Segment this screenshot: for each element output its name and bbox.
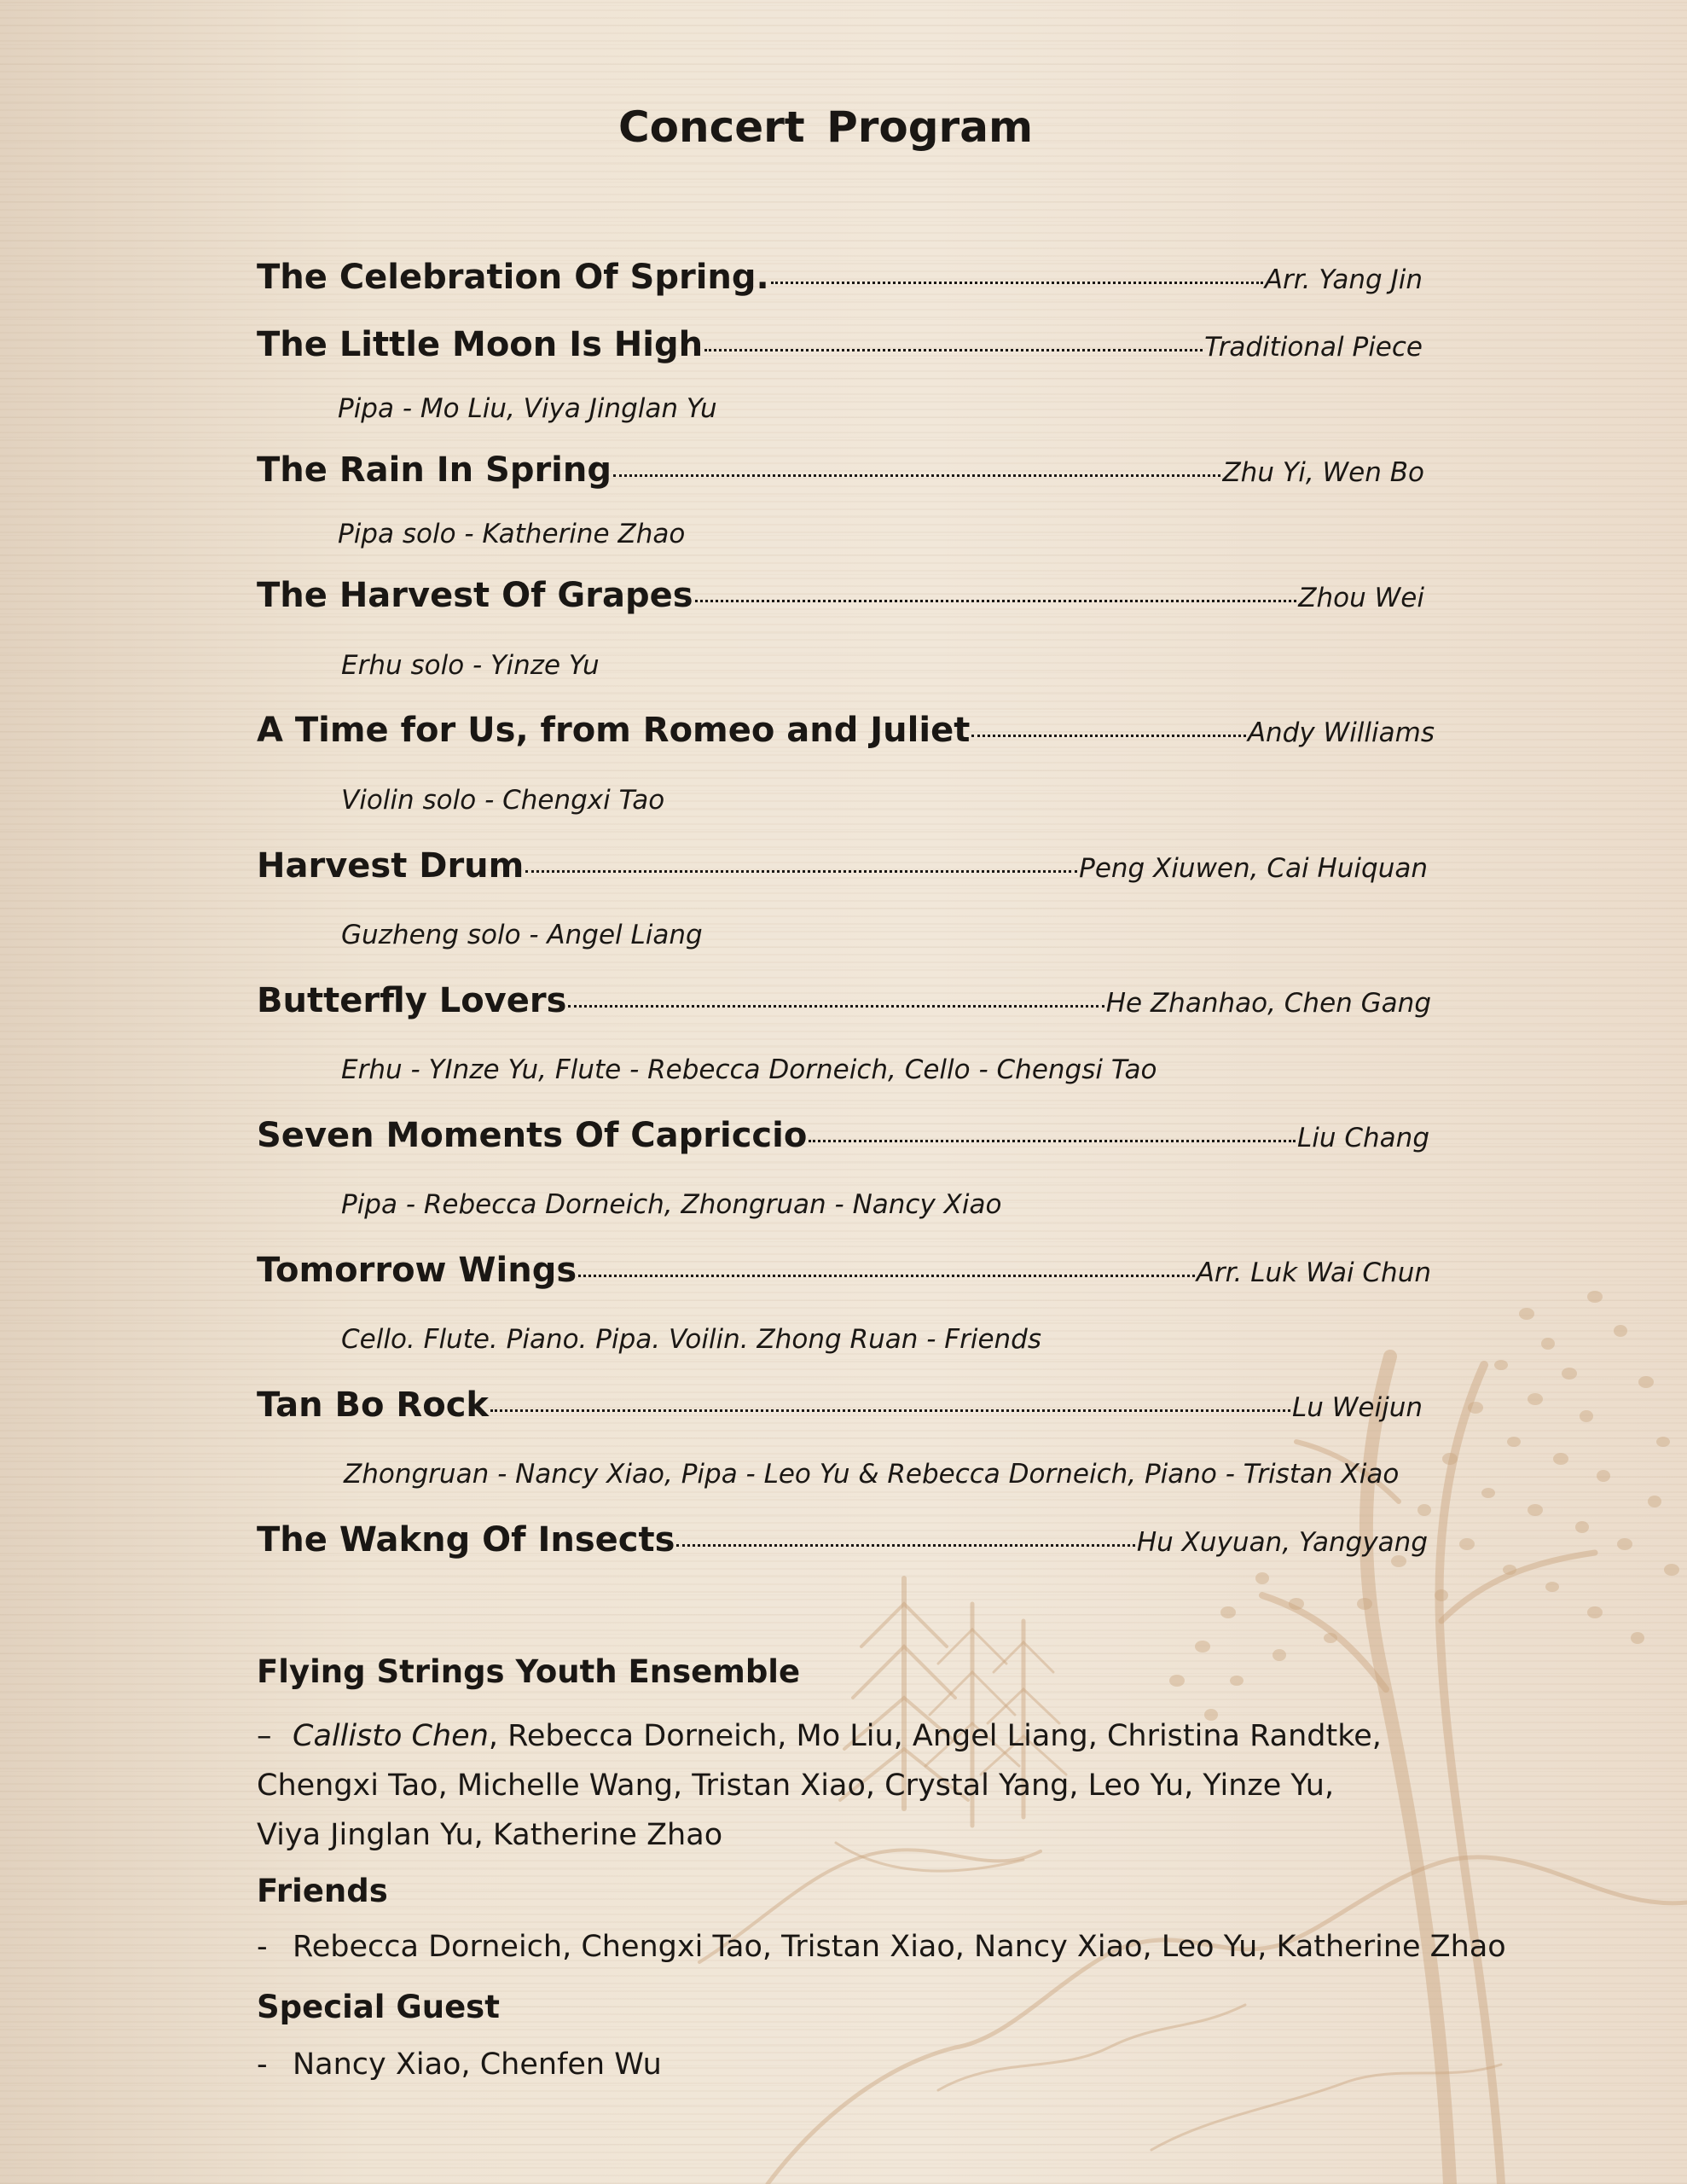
program-entry (257, 576, 1424, 615)
piece-title: A Time for Us, from Romeo and Juliet (257, 711, 971, 750)
special-guest-heading: Special Guest (257, 1989, 500, 2025)
piece-title: The Celebration Of Spring. (257, 258, 769, 297)
performers: Pipa solo - Katherine Zhao (338, 519, 686, 549)
lead-member: Callisto Chen (293, 1719, 489, 1753)
special-guest-members (257, 2048, 662, 2082)
members-line: Chengxi Tao, Michelle Wang, Tristan Xiao, Crystal Yang, Leo Yu, Yinze Yu, (257, 1769, 1335, 1803)
performers: Cello. Flute. Piano. Pipa. Voilin. Zhong Ruan - Friends (341, 1324, 1042, 1355)
composer: Arr. Luk Wai Chun (1196, 1258, 1431, 1288)
performers: Erhu solo - Yinze Yu (341, 650, 600, 681)
piece-title: Tomorrow Wings (257, 1251, 577, 1290)
composer: Traditional Piece (1204, 332, 1423, 363)
composer: Liu Chang (1297, 1123, 1429, 1153)
program-entry (257, 325, 1423, 364)
performers: Pipa - Mo Liu, Viya Jinglan Yu (338, 393, 717, 424)
piece-title: The Harvest Of Grapes (257, 576, 693, 615)
performers: Pipa - Rebecca Dorneich, Zhongruan - Nancy Xiao (341, 1189, 1002, 1220)
dot-leader (771, 282, 1263, 284)
piece-title: Seven Moments Of Capriccio (257, 1116, 808, 1155)
program-entry (257, 846, 1428, 886)
composer: Zhu Yi, Wen Bo (1222, 457, 1424, 488)
ensemble-members (257, 1711, 1382, 1860)
dot-leader (971, 735, 1245, 737)
composer: Peng Xiuwen, Cai Huiquan (1079, 853, 1428, 884)
program-entry (257, 1385, 1423, 1425)
performers: Zhongruan - Nancy Xiao, Pipa - Leo Yu & Rebecca Dorneich, Piano - Tristan Xiao (344, 1459, 1400, 1490)
composer: Andy Williams (1247, 717, 1435, 748)
piece-title: The Rain In Spring (257, 450, 612, 490)
piece-title: Tan Bo Rock (257, 1385, 490, 1425)
dot-leader (578, 1275, 1195, 1277)
page-title: Concert Program (617, 102, 1034, 152)
program-entry (257, 981, 1431, 1020)
dot-leader (568, 1005, 1104, 1008)
piece-title: Butterfly Lovers (257, 981, 567, 1020)
composer: Hu Xuyuan, Yangyang (1136, 1527, 1428, 1558)
composer: Arr. Yang Jin (1264, 264, 1423, 295)
members-line (257, 1711, 1382, 1761)
friends-heading: Friends (257, 1873, 388, 1909)
composer: Zhou Wei (1298, 583, 1424, 613)
list-dash: - (257, 2048, 268, 2082)
dot-leader (613, 474, 1220, 477)
piece-title: Harvest Drum (257, 846, 525, 886)
performers: Violin solo - Chengxi Tao (341, 785, 665, 816)
composer: Lu Weijun (1291, 1392, 1423, 1423)
program-entry (257, 450, 1424, 490)
performers: Erhu - YInze Yu, Flute - Rebecca Dorneich, Cello - Chengsi Tao (341, 1054, 1157, 1085)
piece-title: The Wakng Of Insects (257, 1520, 675, 1560)
program-entry (257, 1251, 1431, 1290)
members-line: Viya Jinglan Yu, Katherine Zhao (257, 1818, 723, 1852)
dot-leader (695, 600, 1297, 602)
dot-leader (809, 1140, 1296, 1142)
members-text: , Rebecca Dorneich, Mo Liu, Angel Liang, Christina Randtke, (488, 1719, 1382, 1753)
members-text: Nancy Xiao, Chenfen Wu (293, 2048, 662, 2082)
program-entry (257, 1116, 1429, 1155)
members-text: Rebecca Dorneich, Chengxi Tao, Tristan Xiao, Nancy Xiao, Leo Yu, Katherine Zhao (293, 1930, 1506, 1964)
list-dash: - (257, 1930, 268, 1964)
program-entry (257, 1520, 1428, 1560)
composer: He Zhanhao, Chen Gang (1105, 988, 1431, 1019)
piece-title: The Little Moon Is High (257, 325, 704, 364)
list-dash: – (257, 1719, 272, 1753)
dot-leader (676, 1544, 1134, 1547)
ensemble-heading: Flying Strings Youth Ensemble (257, 1653, 801, 1690)
dot-leader (704, 349, 1203, 351)
friends-members (257, 1930, 1506, 1964)
dot-leader (525, 870, 1077, 873)
performers: Guzheng solo - Angel Liang (341, 920, 703, 950)
program-entry (257, 258, 1423, 297)
dot-leader (490, 1409, 1290, 1412)
program-entry (257, 711, 1435, 750)
